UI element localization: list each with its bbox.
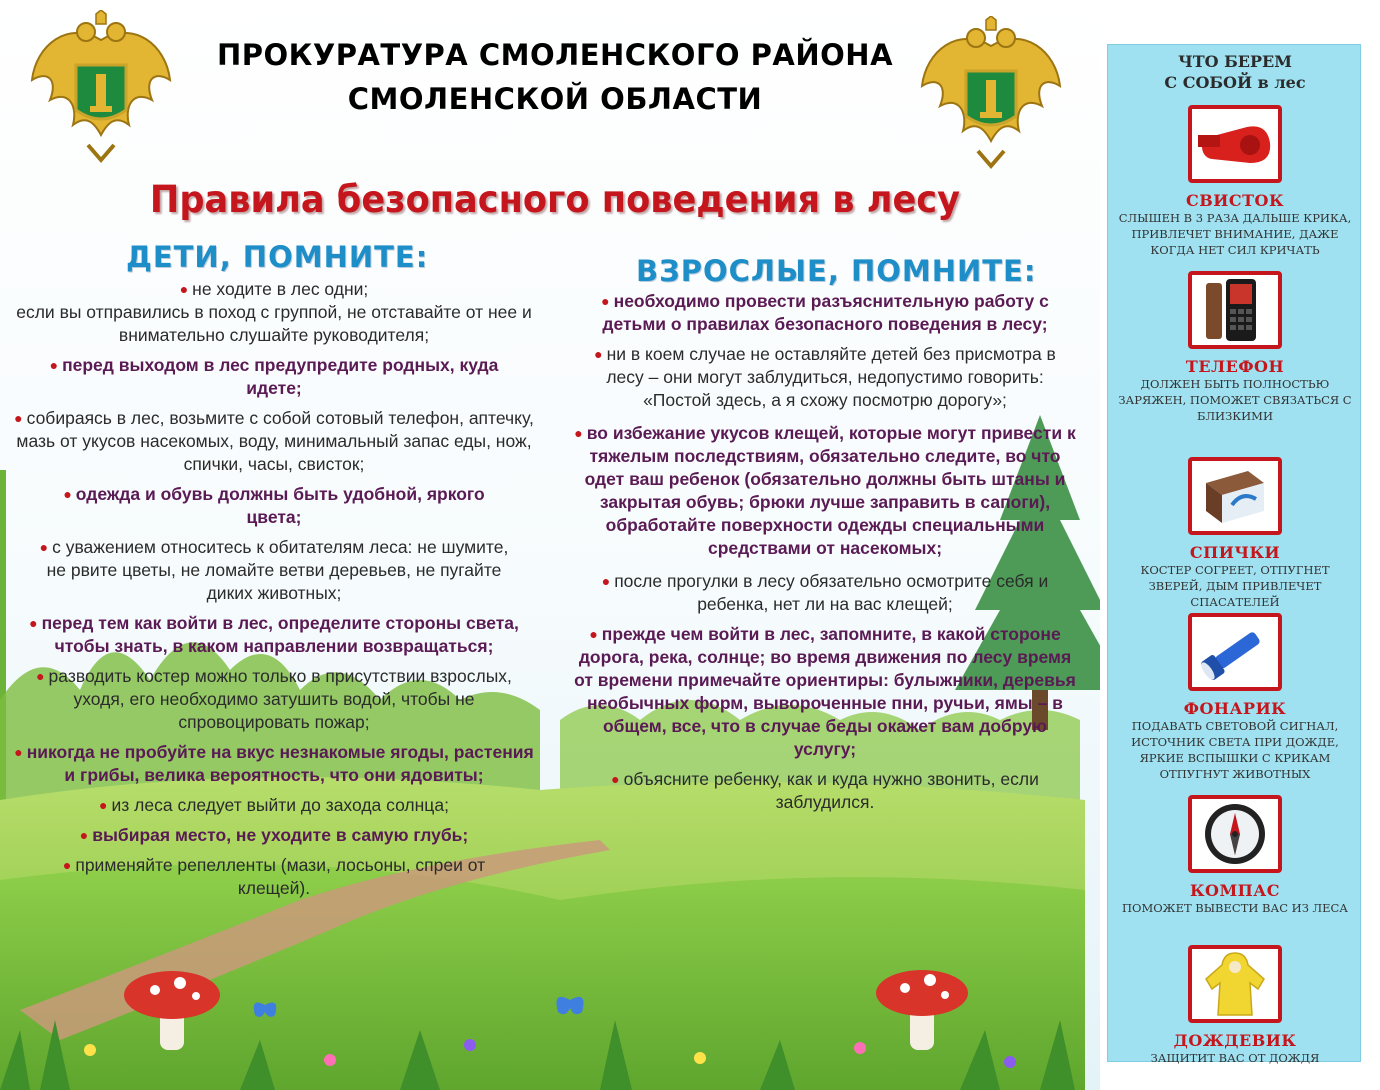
bullet-icon: ●: [601, 293, 610, 309]
sidebar-title-line-2: С СОБОЙ в лес: [1164, 73, 1306, 92]
flashlight-icon: [1188, 613, 1282, 691]
sidebar-item-desc: ЗАЩИТИТ ВАС ОТ ДОЖДЯ: [1150, 1051, 1320, 1065]
sidebar-item-desc: ДОЛЖЕН БЫТЬ ПОЛНОСТЬЮ ЗАРЯЖЕН, ПОМОЖЕТ СВЯЗАТЬСЯ С БЛИЗКИМИ: [1118, 377, 1352, 423]
phone-icon: [1188, 271, 1282, 349]
compass-icon: [1188, 795, 1282, 873]
adults-rule-text: объясните ребенку, как и куда нужно звонить, если заблудился.: [623, 769, 1039, 812]
sidebar-item-name: ФОНАРИК: [1183, 699, 1287, 718]
kids-rules-list: [14, 278, 534, 907]
kids-rule-text: разводить костер можно только в присутствии взрослых, уходя, его необходимо затушить водой, чтобы не спровоцировать пожар;: [48, 666, 512, 732]
kids-rule-text: никогда не пробуйте на вкус незнакомые ягоды, растения и грибы, велика вероятность, что они ядовиты;: [26, 742, 534, 785]
adults-rule: [570, 768, 1080, 814]
sidebar-item-whistle: [1108, 105, 1362, 258]
organization-name-line-1: ПРОКУРАТУРА СМОЛЕНСКОГО РАЙОНА: [216, 38, 894, 72]
adults-rule-text: необходимо провести разъяснительную работу с детьми о правилах безопасного поведения в лесу;: [602, 291, 1049, 334]
page-title: Правила безопасного поведения в лесу: [149, 178, 961, 221]
bullet-icon: ●: [79, 827, 89, 843]
adults-rule: [570, 343, 1080, 412]
kids-rule-text: не ходите в лес одни;: [192, 279, 369, 299]
bullet-icon: ●: [62, 857, 72, 873]
kids-rule-text: применяйте репелленты (мази, лосьоны, спреи от клещей).: [75, 855, 486, 898]
kids-rule-text: одежда и обувь должны быть удобной, яркого цвета;: [75, 484, 485, 527]
adults-rule-text: прежде чем войти в лес, запомните, в какой стороне дорога, река, солнце; во время движения по лесу время от времени примечайте ориентиры: булыжники, деревья необычных форм, вывороченные пни, ручьи, ямы – в общем, все, что в случае беды окажет вам добрую услугу;: [574, 624, 1076, 759]
adults-rule: [570, 570, 1080, 616]
adults-rule: [570, 422, 1080, 560]
sidebar-item-name: ДОЖДЕВИК: [1173, 1031, 1297, 1050]
adults-rule-text: ни в коем случае не оставляйте детей без присмотра в лесу – они могут заблудиться, недопустимо говорить: «Постой здесь, а я схожу посмотрю дорогу»;: [606, 344, 1056, 410]
sidebar-item-flashlight: [1108, 613, 1362, 782]
whistle-icon: [1188, 105, 1282, 183]
kids-rule-text: из леса следует выйти до захода солнца;: [111, 795, 449, 815]
raincoat-icon: [1188, 945, 1282, 1023]
kids-rule-text: если вы отправились в поход с группой, не отставайте от нее и внимательно слушайте руководителя;: [16, 302, 532, 345]
kids-rule: [14, 824, 534, 847]
what-to-take-sidebar: [1107, 44, 1361, 1065]
sidebar-item-name: СВИСТОК: [1185, 191, 1284, 210]
kids-section-heading: ДЕТИ, ПОМНИТЕ:: [126, 240, 429, 274]
bullet-icon: ●: [14, 744, 23, 760]
kids-rule: [14, 407, 534, 476]
sidebar-item-name: ТЕЛЕФОН: [1185, 357, 1285, 376]
bullet-icon: ●: [49, 357, 59, 373]
bullet-icon: ●: [39, 539, 49, 555]
adults-rule-text: во избежание укусов клещей, которые могут привести к тяжелым последствиям, обязательно следите, во что одет ваш ребенок (обязательно должны быть штаны и закрытая обувь; брюки лучше заправить в сапоги), обработайте поверхности одежды специальными средствами от насекомых;: [584, 423, 1076, 558]
kids-rule: [14, 854, 534, 900]
kids-rule: [14, 612, 534, 658]
sidebar-item-name: КОМПАС: [1189, 881, 1281, 900]
bullet-icon: ●: [611, 771, 620, 787]
sidebar-item-desc: ПОМОЖЕТ ВЫВЕСТИ ВАС ИЗ ЛЕСА: [1121, 901, 1349, 915]
bullet-icon: ●: [179, 281, 189, 297]
sidebar-item-name: СПИЧКИ: [1189, 543, 1281, 562]
sidebar-title: [1108, 51, 1362, 93]
sidebar-item-desc: ПОДАВАТЬ СВЕТОВОЙ СИГНАЛ, ИСТОЧНИК СВЕТА ПРИ ДОЖДЕ, ЯРКИЕ ВСПЫШКИ С КРИКАМ ОТПУГНУТ ЖИВОТНЫХ: [1131, 719, 1339, 781]
sidebar-title-line-1: ЧТО БЕРЕМ: [1178, 52, 1292, 71]
bullet-icon: ●: [601, 573, 611, 589]
bullet-icon: ●: [99, 797, 108, 813]
kids-rule-text: перед выходом в лес предупредите родных, куда идете;: [62, 355, 499, 398]
sidebar-item-compass: [1108, 795, 1362, 916]
bullet-icon: ●: [29, 615, 38, 631]
bullet-icon: ●: [574, 425, 583, 441]
sidebar-item-raincoat: [1108, 945, 1362, 1066]
kids-rule: [14, 354, 534, 400]
kids-rule: [14, 741, 534, 787]
kids-rule: [14, 794, 534, 817]
adults-rule: [570, 290, 1080, 336]
matches-icon: [1188, 457, 1282, 535]
sidebar-item-desc: КОСТЕР СОГРЕЕТ, ОТПУГНЕТ ЗВЕРЕЙ, ДЫМ ПРИВЛЕЧЕТ СПАСАТЕЛЕЙ: [1140, 563, 1330, 609]
kids-rule: [14, 483, 534, 529]
adults-rule-text: после прогулки в лесу обязательно осмотрите себя и ребенка, нет ли на вас клещей;: [614, 571, 1049, 614]
adults-rule: [570, 623, 1080, 761]
kids-rule: [14, 665, 534, 734]
sidebar-item-desc: СЛЫШЕН В 3 РАЗА ДАЛЬШЕ КРИКА, ПРИВЛЕЧЕТ ВНИМАНИЕ, ДАЖЕ КОГДА НЕТ СИЛ КРИЧАТЬ: [1118, 211, 1352, 257]
sidebar-item-matches: [1108, 457, 1362, 610]
bullet-icon: ●: [594, 346, 603, 362]
bullet-icon: ●: [63, 486, 72, 502]
organization-name-line-2: СМОЛЕНСКОЙ ОБЛАСТИ: [347, 82, 763, 116]
adults-section-heading: ВЗРОСЛЫЕ, ПОМНИТЕ:: [636, 254, 1037, 288]
bullet-icon: ●: [589, 626, 598, 642]
kids-rule-text: перед тем как войти в лес, определите стороны света, чтобы знать, в каком направлении возвращаться;: [41, 613, 519, 656]
kids-rule: [14, 301, 534, 347]
prosecutor-emblem-left: [28, 10, 174, 170]
adults-rules-list: [570, 290, 1080, 821]
kids-rule-text: собираясь в лес, возьмите с собой сотовый телефон, аптечку, мазь от укусов насекомых, воду, минимальный запас еды, нож, спички, часы, свисток;: [16, 408, 534, 474]
bullet-icon: ●: [14, 410, 23, 426]
kids-rule-text: с уважением относитесь к обитателям леса: не шумите, не рвите цветы, не ломайте ветви деревьев, не пугайте диких животных;: [46, 537, 509, 603]
kids-rule: [14, 278, 534, 301]
kids-rule-text: выбирая место, не уходите в самую глубь;: [92, 825, 469, 845]
sidebar-item-phone: [1108, 271, 1362, 424]
bullet-icon: ●: [36, 668, 45, 684]
kids-rule: [14, 536, 534, 605]
